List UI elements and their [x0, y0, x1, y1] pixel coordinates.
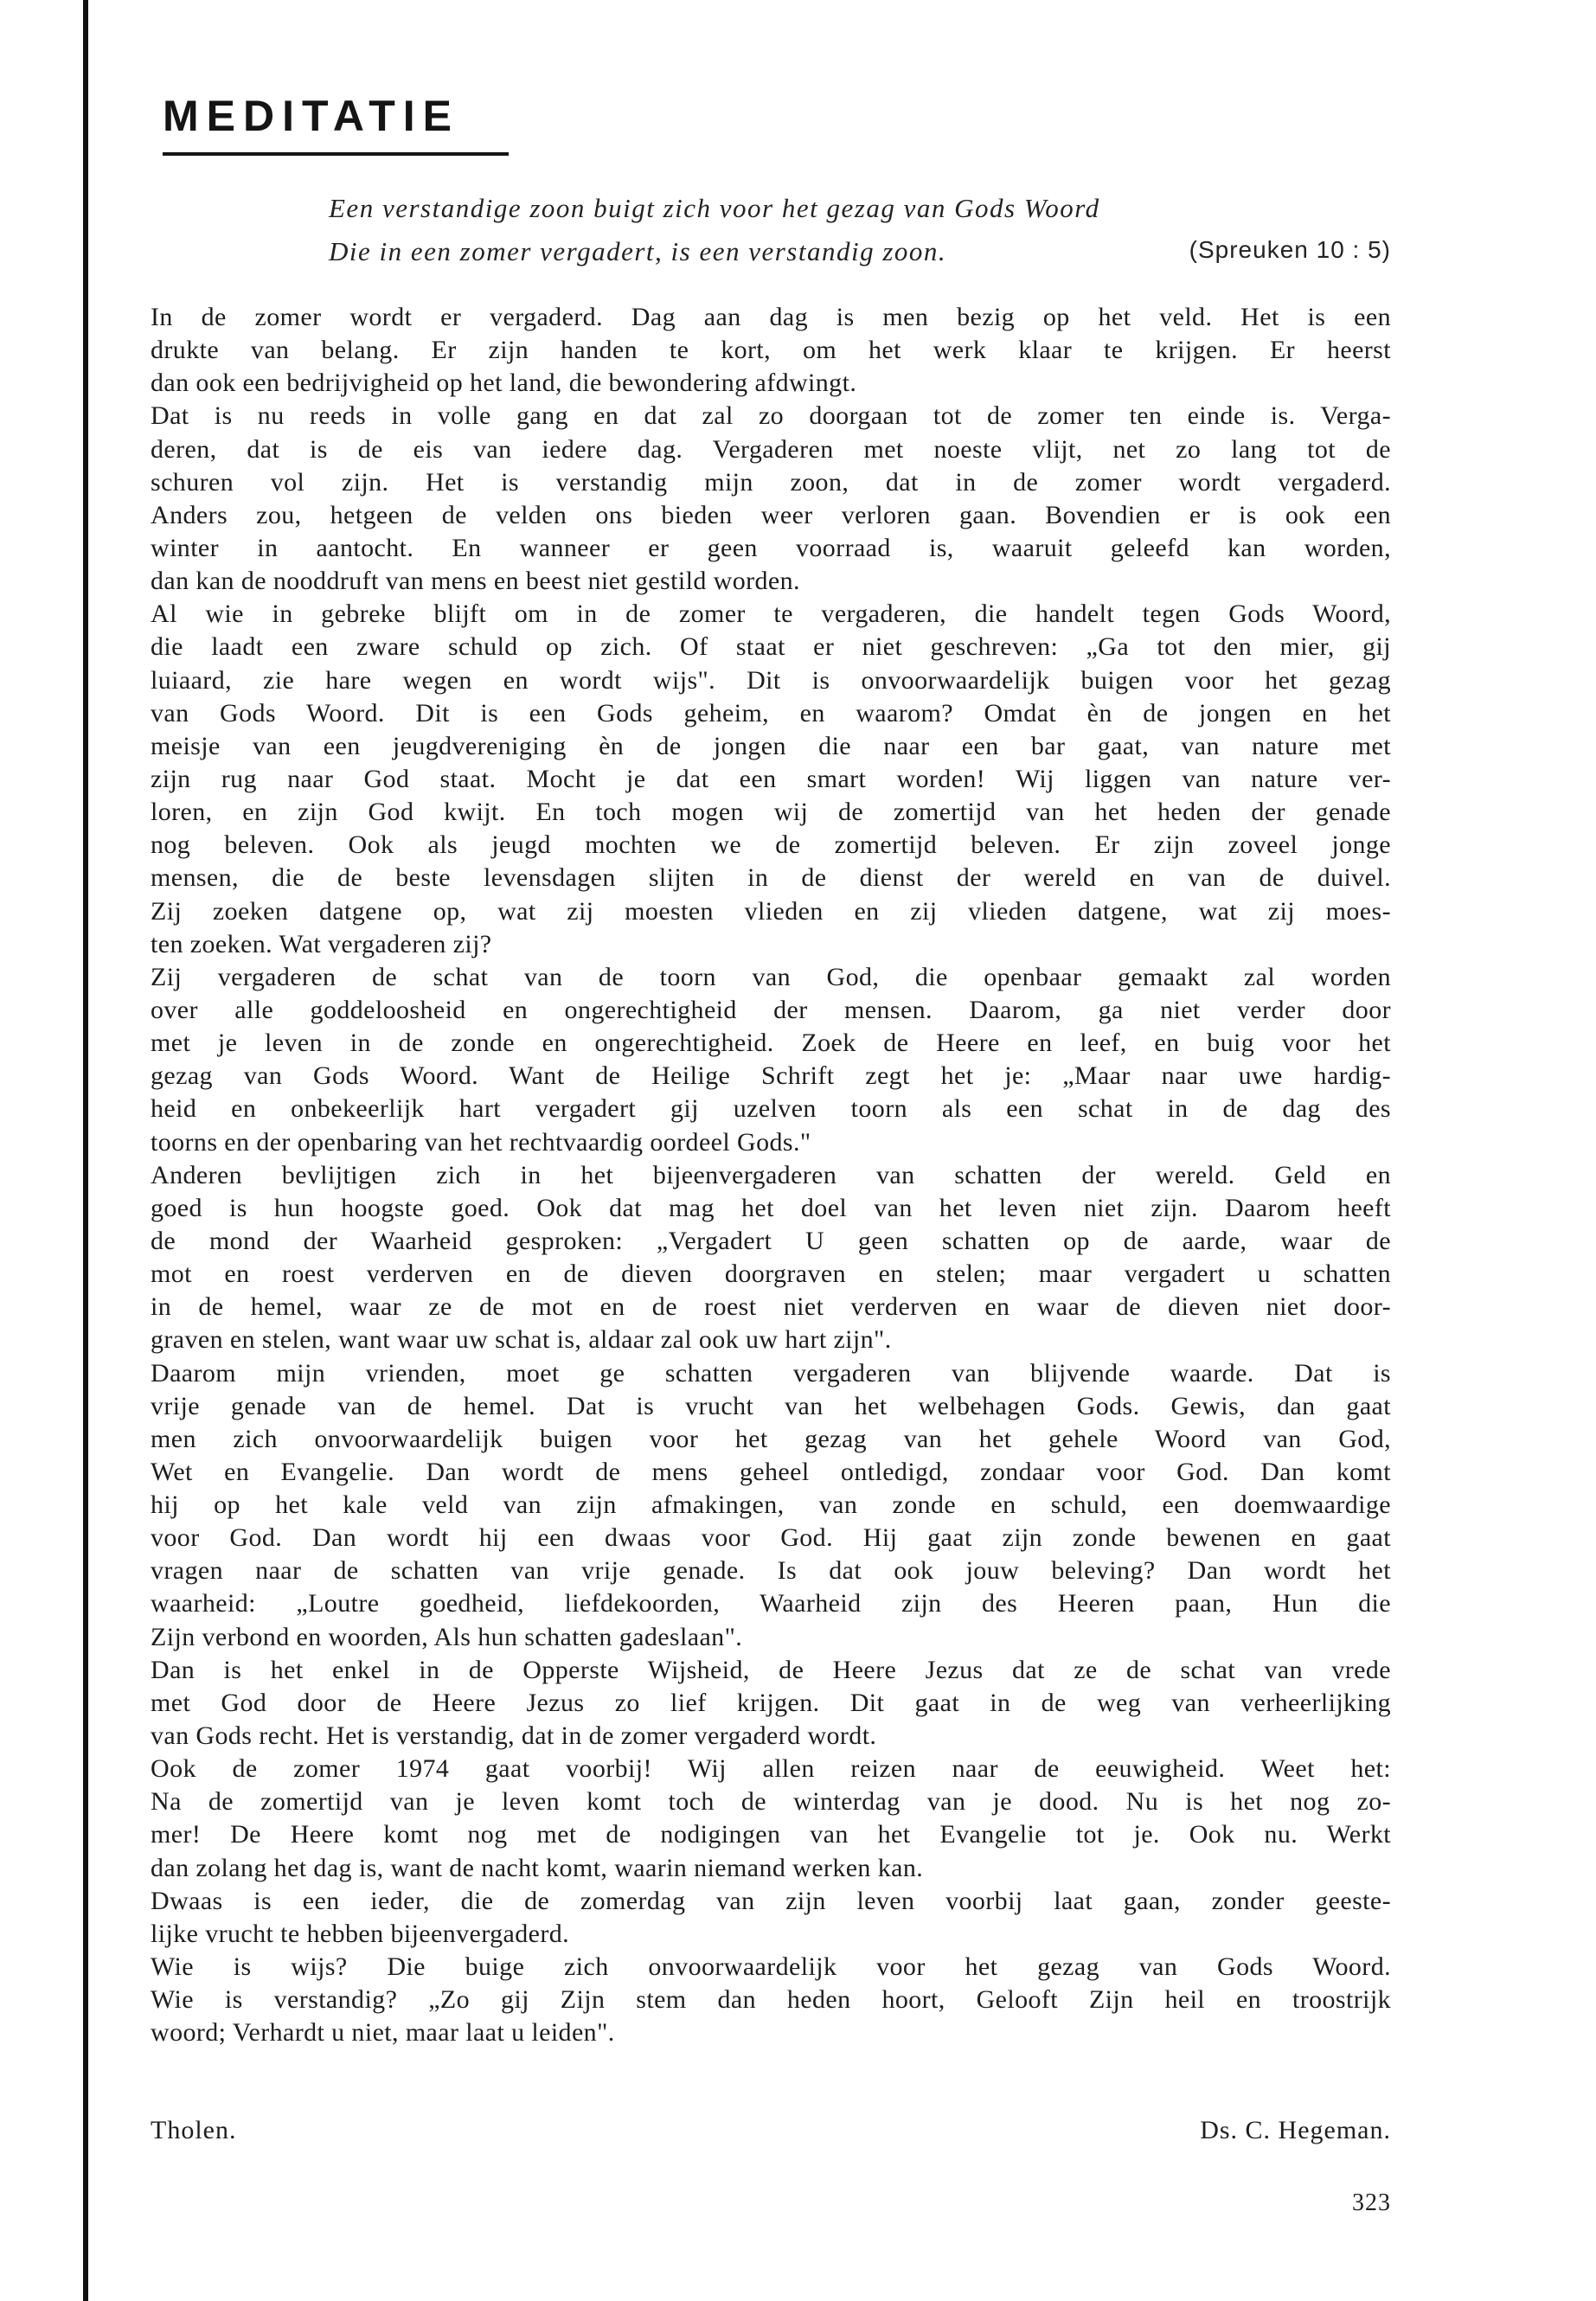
place-signature: Tholen.	[151, 2116, 237, 2144]
motto-line: Die in een zomer vergadert, is een verstandig zoon.	[329, 236, 947, 266]
body-line: over alle goddeloosheid en ongerechtigheid der mensen. Daarom, ga niet verder door	[151, 995, 1391, 1024]
body-line: met God door de Heere Jezus zo lief krijgen. Dit gaat in de weg van verheerlijking	[151, 1688, 1391, 1717]
body-line: Na de zomertijd van je leven komt toch de winterdag van je dood. Nu is het nog zo-	[151, 1787, 1391, 1817]
body-line: Ook de zomer 1974 gaat voorbij! Wij allen reizen naar de eeuwigheid. Weet het:	[151, 1754, 1391, 1784]
body-line: voor God. Dan wordt hij een dwaas voor God. Hij gaat zijn zonde bewenen en gaat	[151, 1523, 1391, 1553]
body-line: mot en roest verderven en de dieven doorgraven en stelen; maar vergadert u schatten	[151, 1259, 1391, 1289]
body-line: ten zoeken. Wat vergaderen zij?	[151, 929, 492, 958]
body-line: hij op het kale veld van zijn afmakingen, van zonde en schuld, een doemwaardige	[151, 1490, 1391, 1520]
body-line: Wie is wijs? Die buige zich onvoorwaardelijk voor het gezag van Gods Woord.	[151, 1952, 1391, 1982]
body-line: Dan is het enkel in de Opperste Wijsheid, de Heere Jezus dat ze de schat van vrede	[151, 1655, 1391, 1684]
body-line: vragen naar de schatten van vrije genade. Is dat ook jouw beleving? Dan wordt het	[151, 1556, 1391, 1586]
body-line: die laadt een zware schuld op zich. Of staat er niet geschreven: „Ga tot den mier, gij	[151, 632, 1391, 662]
body-line: mensen, die de beste levensdagen slijten in de dienst der wereld en van de duivel.	[151, 863, 1391, 893]
body-line: de mond der Waarheid gesproken: „Vergadert U geen schatten op de aarde, waar de	[151, 1226, 1391, 1255]
body-line: heid en onbekeerlijk hart vergadert gij uzelven toorn als een schat in de dag des	[151, 1094, 1391, 1124]
scripture-reference: (Spreuken 10 : 5)	[1189, 236, 1391, 263]
body-line: Wet en Evangelie. Dan wordt de mens geheel ontledigd, zondaar voor God. Dan komt	[151, 1457, 1391, 1486]
page-number: 323	[1352, 2189, 1391, 2216]
body-line: van Gods Woord. Dit is een Gods geheim, en waarom? Omdat èn de jongen en het	[151, 698, 1391, 727]
body-line: schuren vol zijn. Het is verstandig mijn zoon, dat in de zomer wordt vergaderd.	[151, 467, 1391, 497]
body-line: toorns en der openbaring van het rechtvaardig oordeel Gods."	[151, 1127, 811, 1157]
body-line: Wie is verstandig? „Zo gij Zijn stem dan heden hoort, Gelooft Zijn heil en troostrijk	[151, 1985, 1391, 2015]
page-title: MEDITATIE	[163, 92, 460, 140]
body-line: men zich onvoorwaardelijk buigen voor het gezag van het gehele Woord van God,	[151, 1424, 1391, 1453]
body-line: Anders zou, hetgeen de velden ons bieden weer verloren gaan. Bovendien er is ook een	[151, 500, 1391, 529]
body-line: luiaard, zie hare wegen en wordt wijs". Dit is onvoorwaardelijk buigen voor het gezag	[151, 665, 1391, 695]
body-line: deren, dat is de eis van iedere dag. Vergaderen met noeste vlijt, net zo lang tot de	[151, 434, 1391, 464]
body-line: Dwaas is een ieder, die de zomerdag van zijn leven voorbij laat gaan, zonder geeste-	[151, 1886, 1391, 1915]
body-line: graven en stelen, want waar uw schat is, aldaar zal ook uw hart zijn".	[151, 1325, 892, 1355]
body-line: Dat is nu reeds in volle gang en dat zal zo doorgaan tot de zomer ten einde is. Verga-	[151, 401, 1391, 431]
meditation-body	[151, 301, 1391, 2049]
body-line: dan ook een bedrijvigheid op het land, die bewondering afdwingt.	[151, 369, 857, 398]
body-line: woord; Verhardt u niet, maar laat u leiden".	[151, 2018, 615, 2048]
body-line: nog beleven. Ook als jeugd mochten we de zomertijd beleven. Er zijn zoveel jonge	[151, 830, 1391, 860]
body-line: mer! De Heere komt nog met de nodigingen van het Evangelie tot je. Ook nu. Werkt	[151, 1820, 1391, 1849]
body-line: zijn rug naar God staat. Mocht je dat een smart worden! Wij liggen van nature ver-	[151, 764, 1391, 793]
body-line: Daarom mijn vrienden, moet ge schatten vergaderen van blijvende waarde. Dat is	[151, 1358, 1391, 1388]
body-line: lijke vrucht te hebben bijeenvergaderd.	[151, 1919, 570, 1948]
body-line: dan kan de nooddruft van mens en beest niet gestild worden.	[151, 567, 800, 596]
body-line: waarheid: „Loutre goedheid, liefdekoorden, Waarheid zijn des Heeren paan, Hun die	[151, 1589, 1391, 1618]
body-line: dan zolang het dag is, want de nacht komt, waarin niemand werken kan.	[151, 1853, 924, 1882]
body-line: meisje van een jeugdvereniging èn de jongen die naar een bar gaat, van nature met	[151, 731, 1391, 760]
body-line: Al wie in gebreke blijft om in de zomer te vergaderen, die handelt tegen Gods Woord,	[151, 599, 1391, 629]
body-line: drukte van belang. Er zijn handen te kort, om het werk klaar te krijgen. Er heerst	[151, 336, 1391, 365]
title-underline	[163, 152, 509, 156]
body-line: vrije genade van de hemel. Dat is vrucht van het welbehagen Gods. Gewis, dan gaat	[151, 1391, 1391, 1420]
body-line: In de zomer wordt er vergaderd. Dag aan dag is men bezig op het veld. Het is een	[151, 303, 1391, 331]
motto-line: Een verstandige zoon buigt zich voor het gezag van Gods Woord	[329, 193, 1100, 223]
body-line: Zij vergaderen de schat van de toorn van God, die openbaar gemaakt zal worden	[151, 962, 1391, 991]
body-line: met je leven in de zonde en ongerechtigheid. Zoek de Heere en leef, en buig voor het	[151, 1029, 1391, 1058]
body-line: loren, en zijn God kwijt. En toch mogen wij de zomertijd van het heden der genade	[151, 798, 1391, 827]
author-signature: Ds. C. Hegeman.	[1200, 2116, 1391, 2144]
body-line: in de hemel, waar ze de mot en de roest niet verderven en waar de dieven niet door-	[151, 1292, 1391, 1322]
body-line: winter in aantocht. En wanneer er geen voorraad is, waaruit geleefd kan worden,	[151, 533, 1391, 562]
body-line: gezag van Gods Woord. Want de Heilige Schrift zegt het je: „Maar naar uwe hardig-	[151, 1061, 1391, 1091]
body-line: van Gods recht. Het is verstandig, dat in de zomer vergaderd wordt.	[151, 1721, 877, 1751]
body-line: Zijn verbond en woorden, Als hun schatten gadeslaan".	[151, 1622, 743, 1651]
body-line: Zij zoeken datgene op, wat zij moesten vlieden en zij vlieden datgene, wat zij moes-	[151, 896, 1391, 926]
body-line: goed is hun hoogste goed. Ook dat mag het doel van het leven niet zijn. Daarom heeft	[151, 1193, 1391, 1222]
body-line: Anderen bevlijtigen zich in het bijeenvergaderen van schatten der wereld. Geld en	[151, 1160, 1391, 1189]
